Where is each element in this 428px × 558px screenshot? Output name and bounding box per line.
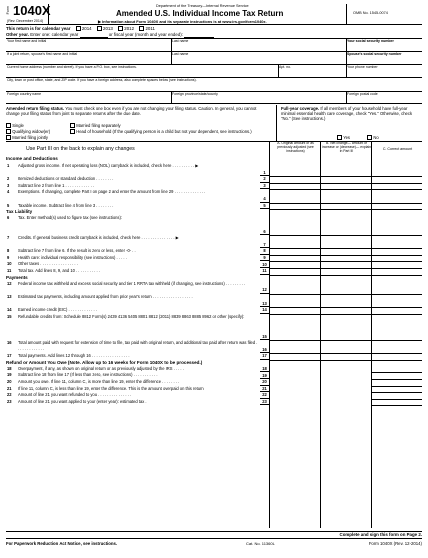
first-name-label: Your first name and initial [7, 38, 47, 43]
section-tax: Tax Liability [6, 209, 33, 215]
line-number: 19 [7, 372, 12, 378]
year-2012-label: 2012 [124, 26, 135, 31]
mfj-checkbox[interactable] [6, 135, 11, 140]
phone-field[interactable] [346, 64, 422, 78]
line-number: 23 [7, 398, 12, 404]
line-number: 18 [7, 365, 12, 371]
fiscal-year-text: or fiscal year (month and year ended): [108, 32, 183, 37]
hoh-label: Head of household (If the qualifying person is a child but not your dependent, see instructions.) [76, 129, 252, 134]
column-a-label: A. Original amount or as previously adjusted (see instructions) [277, 141, 314, 153]
form-line-21 [6, 386, 422, 393]
line-description: Subtract line 7 from line 6. If the result is zero or less, enter -0- . . [18, 248, 136, 254]
line-11-column-b-input[interactable] [320, 268, 371, 276]
line-4-column-b-input[interactable] [320, 189, 371, 203]
mfs-checkbox[interactable] [70, 123, 75, 128]
line-box-number: 19 [262, 372, 267, 378]
line-description: Credits. If general business credit carryback is included, check here . . . . . . . . . . . . . . . ▶ [18, 235, 179, 240]
line-15-column-c-input[interactable] [371, 314, 422, 341]
coverage-yes-checkbox[interactable] [337, 135, 342, 140]
column-b-label: B. Net change— amount of increase or (decrease)— explain in Part III [322, 141, 371, 153]
form-number: 1040X [13, 3, 51, 18]
line-11-column-c-input[interactable] [371, 268, 422, 276]
line-box-number: 3 [263, 182, 266, 188]
form-line-1 [6, 163, 422, 176]
line-box-number: 1 [263, 169, 266, 175]
line-12-column-b-input[interactable] [320, 281, 371, 295]
form-line-6 [6, 215, 422, 235]
coverage-yes-label: Yes [343, 135, 351, 140]
form-line-3 [6, 183, 422, 190]
line-number: 12 [7, 280, 12, 286]
line-description: Other taxes . . . . . . . . . . . . . . . . . [18, 261, 78, 267]
catalog-number: Cat. No. 11360L [246, 541, 275, 546]
line-box-number: 15 [262, 333, 267, 339]
ssn-field[interactable] [346, 38, 422, 52]
line-17-column-a-input[interactable] [269, 353, 320, 361]
line-box-number: 14 [262, 307, 267, 313]
line-description: Health care: individual responsibility (see instructions) . . . . . [18, 254, 127, 260]
form-line-9 [6, 255, 422, 262]
line-description: Adjusted gross income. If net operating loss (NOL) carryback is included, check here . . . . . . . . . . ▶ [18, 163, 199, 168]
line-description: Federal income tax withheld and excess social security and tier 1 RRTA tax withheld (if changing, see instructions) . . . . . . . . . [18, 280, 246, 286]
line-7-column-c-input[interactable] [371, 235, 422, 249]
column-a-header [269, 142, 321, 162]
line-1-column-a-input[interactable] [269, 163, 320, 177]
line-6-column-c-input[interactable] [371, 215, 422, 236]
line-description: Amount you owe. If line 11, column C, is more than line 19, enter the difference . . . . . . . . [18, 379, 180, 384]
filing-option-mfs[interactable] [70, 123, 121, 128]
line-box-number: 20 [262, 379, 267, 385]
info-line: ▶ Information about Form 1040X and its separate instructions is at www.irs.gov/form1040x. [98, 18, 267, 24]
line-4-column-c-input[interactable] [371, 189, 422, 203]
spouse-last-name-field[interactable] [171, 51, 347, 65]
line-description: Tax. Enter method(s) used to figure tax (see instructions): [18, 215, 122, 221]
line-15-column-b-input[interactable] [320, 314, 371, 341]
spouse-last-label: Last name [172, 51, 189, 56]
line-number: 3 [7, 182, 10, 188]
line-17-column-c-input[interactable] [371, 353, 422, 361]
line-7-column-a-input[interactable] [269, 235, 320, 249]
line-box-number: 18 [262, 365, 267, 371]
form-line-18 [6, 366, 422, 373]
line-number: 6 [7, 215, 10, 221]
section-payments: Payments [6, 274, 28, 280]
form-line-15 [6, 314, 422, 340]
filing-status-block [6, 106, 271, 116]
agency-name: Department of the Treasury—Internal Revenue Service [156, 4, 249, 8]
widow-label: Qualifying widow(er) [12, 129, 51, 134]
line-box-number: 7 [263, 241, 266, 247]
line-11-column-a-input[interactable] [269, 268, 320, 276]
line-box-number: 5 [263, 202, 266, 208]
form-line-20 [6, 379, 422, 386]
address-field[interactable] [6, 64, 279, 78]
line-box-number: 4 [263, 196, 266, 202]
line-description: If line 11, column C, is less than line 19, enter the difference. This is the amount overpaid on this return [18, 385, 204, 391]
line-17-column-b-input[interactable] [320, 353, 371, 361]
form-line-11 [6, 268, 422, 275]
form-label: Form [6, 6, 10, 15]
spouse-ssn-label: Spouse's social security number [347, 51, 402, 56]
line-number: 14 [7, 307, 12, 312]
foreign-province-label: Foreign province/state/county [172, 91, 218, 96]
form-lines [6, 162, 422, 528]
hoh-checkbox[interactable] [70, 129, 75, 134]
form-line-2 [6, 176, 422, 183]
line-1-column-c-input[interactable] [371, 163, 422, 177]
line-description: Earned income credit (EIC) . . . . . . . . . . . . . [18, 307, 97, 312]
calendar-year-label: This return is for calendar year [6, 26, 71, 31]
mfj-label: Married filing jointly [12, 135, 49, 140]
line-box-number: 21 [262, 385, 267, 391]
single-checkbox[interactable] [6, 123, 11, 128]
line-7-column-b-input[interactable] [320, 235, 371, 249]
filing-option-mfj[interactable] [6, 135, 48, 140]
city-field[interactable] [6, 77, 422, 92]
other-year-label: Other year. [6, 32, 29, 37]
line-12-column-a-input[interactable] [269, 281, 320, 295]
form-line-7 [6, 235, 422, 248]
line-13-column-a-input[interactable] [269, 294, 320, 308]
line-description: Subtract line 2 from line 1 . . . . . . . . . . . . . [18, 182, 94, 188]
filing-option-hoh[interactable] [70, 129, 270, 135]
line-1-column-b-input[interactable] [320, 163, 371, 177]
form-line-13 [6, 294, 422, 307]
coverage-heading: Full-year coverage. [281, 106, 320, 111]
foreign-country-label: Foreign country name [7, 91, 42, 96]
line-13-column-b-input[interactable] [320, 294, 371, 308]
section-refund: Refund or Amount You Owe (Note. Allow up to 16 weeks for Form 1040X to be processed.) [6, 359, 203, 365]
filing-status-heading: Amended return filing status. [6, 106, 65, 111]
address-label: Current home address (number and street). If you have a P.O. box, see instructions. [7, 64, 137, 69]
line-description: Refundable credits from: Schedule 8812 Form(s) 2439 4136 5405 8801 8812 (2011) 8839 8863 8885 8962 or other (specify): [18, 313, 245, 319]
line-box-number: 2 [263, 176, 266, 182]
form-footer-ref: Form 1040X (Rev. 12-2014) [368, 541, 422, 546]
line-number: 22 [7, 392, 12, 398]
line-description: Total amount paid with request for extension of time to file, tax paid with original return, and additional tax paid after return was filed . . . . . . . . . . . . . [18, 340, 258, 352]
year-options [76, 26, 155, 31]
line-number: 15 [7, 313, 12, 319]
apt-field[interactable] [278, 64, 347, 78]
form-page [6, 4, 422, 550]
mfs-label: Married filing separately [76, 123, 121, 128]
line-box-number: 11 [262, 268, 267, 274]
line-description: Taxable income. Subtract line 4 from line 3 . . . . . . . . [18, 202, 114, 208]
column-c-header [371, 142, 423, 162]
last-name-label: Last name [172, 38, 189, 43]
ssn-label: Your social security number [347, 38, 394, 43]
year-2014-checkbox[interactable] [76, 26, 81, 31]
calendar-year-row [6, 26, 155, 31]
line-description: Estimated tax payments, including amount applied from prior year's return . . . . . . . . . . . . . . . . . . [18, 293, 193, 299]
line-box-number: 9 [263, 254, 266, 260]
coverage-no-checkbox[interactable] [367, 135, 372, 140]
form-line-8 [6, 248, 422, 255]
line-number: 2 [7, 176, 10, 182]
line-number: 1 [7, 163, 10, 168]
form-line-5 [6, 203, 422, 210]
other-year-text: Enter one: calendar year [30, 32, 79, 37]
line-number: 11 [7, 268, 12, 273]
omb-number: OMB No. 1545-0074 [353, 11, 388, 15]
revision-date: (Rev. December 2014) [7, 19, 44, 23]
form-line-19 [6, 372, 422, 379]
line-13-column-c-input[interactable] [371, 294, 422, 308]
line-box-number: 23 [262, 398, 267, 404]
line-5-column-b-input[interactable] [320, 203, 371, 211]
line-box-number: 13 [262, 300, 267, 306]
line-description: Exemptions. If changing, complete Part I on page 2 and enter the amount from line 29 . . . . . . . . . . . . . . [18, 189, 206, 195]
coverage-block [276, 105, 423, 141]
year-2011-label: 2011 [145, 26, 155, 31]
line-number: 21 [7, 385, 12, 391]
coverage-no-label: No [373, 135, 379, 140]
line-number: 13 [7, 293, 12, 299]
section-income: Income and Deductions [6, 156, 58, 161]
spouse-first-name-field[interactable] [6, 51, 172, 65]
line-number: 16 [7, 340, 12, 345]
sign-note: Complete and sign this form on Page 2. [339, 532, 422, 537]
line-description: Subtract line 18 from line 17 (If less than zero, see instructions) . . . . . . . . . . . [18, 372, 158, 378]
line-number: 4 [7, 189, 10, 195]
widow-checkbox[interactable] [6, 129, 11, 134]
form-line-16 [6, 340, 422, 353]
column-b-header [320, 142, 372, 162]
line-5-column-c-input[interactable] [371, 203, 422, 211]
form-line-12 [6, 281, 422, 294]
form-line-10 [6, 261, 422, 268]
line-number: 9 [7, 254, 10, 260]
line-description: Amount of line 21 you want applied to your (enter year): estimated tax . [18, 398, 147, 404]
line-16-column-b-input[interactable] [320, 340, 371, 354]
single-label: Single [12, 123, 24, 128]
line-description: Total payments. Add lines 12 through 16 . . . . . . . . . . . . . . . . . [18, 353, 130, 359]
line-6-column-b-input[interactable] [320, 215, 371, 236]
column-c-label: C. Correct amount [382, 147, 413, 151]
foreign-postal-label: Foreign postal code [347, 91, 378, 96]
year-2012-checkbox[interactable] [118, 26, 123, 31]
spouse-first-label: If a joint return, spouse's first name and initial [7, 51, 78, 56]
filing-status-text: You must check one box even if you are not changing your filing status. Caution. In general, you cannot change your filing status from joint to separate returns after the due date. [6, 106, 257, 117]
year-2014-label: 2014 [81, 26, 92, 31]
line-box-number: 10 [262, 261, 267, 267]
line-box-number: 22 [262, 392, 267, 398]
part3-note: Use Part III on the back to explain any changes [26, 146, 135, 152]
first-name-field[interactable] [6, 38, 172, 52]
form-id-block [6, 4, 49, 24]
line-box-number: 16 [262, 346, 267, 352]
year-2013-checkbox[interactable] [97, 26, 102, 31]
line-box-number: 17 [262, 353, 267, 359]
year-2013-label: 2013 [103, 26, 113, 31]
form-title: Amended U.S. Individual Income Tax Return [116, 9, 284, 18]
line-number: 20 [7, 379, 12, 384]
last-name-field[interactable] [171, 38, 347, 52]
line-15-column-a-input[interactable] [269, 314, 320, 341]
line-box-number: 12 [262, 287, 267, 293]
paperwork-notice: For Paperwork Reduction Act Notice, see instructions. [6, 541, 118, 546]
line-5-column-a-input[interactable] [269, 203, 320, 211]
line-description: Itemized deductions or standard deduction . . . . . . . . [18, 176, 114, 182]
line-number: 7 [7, 235, 10, 240]
coverage-text: If all members of your household have full-year minimal essential health care coverage, check "Yes." Otherwise, check "No." (See instructions.) [281, 106, 413, 122]
line-number: 5 [7, 202, 10, 208]
line-4-column-a-input[interactable] [269, 189, 320, 203]
line-number: 8 [7, 248, 10, 254]
line-16-column-c-input[interactable] [371, 340, 422, 354]
filing-option-single[interactable] [6, 123, 24, 128]
line-box-number: 6 [263, 228, 266, 234]
form-line-22 [6, 392, 422, 399]
form-line-23 [6, 399, 422, 406]
filing-option-widow[interactable] [6, 129, 50, 134]
city-label: City, town or post office, state, and ZIP code. If you have a foreign address, also complete spaces below (see instructions). [7, 77, 197, 82]
omb-box [346, 4, 423, 24]
line-23-column-c-input[interactable] [371, 399, 422, 407]
line-12-column-c-input[interactable] [371, 281, 422, 295]
line-box-number: 8 [263, 248, 266, 254]
year-2011-checkbox[interactable] [139, 26, 144, 31]
form-line-4 [6, 189, 422, 202]
form-line-17 [6, 353, 422, 360]
spouse-ssn-field[interactable] [346, 51, 422, 65]
line-description: Overpayment, if any, as shown on original return or as previously adjusted by the IRS . . . . . [18, 365, 184, 371]
phone-label: Your phone number [347, 64, 378, 69]
line-number: 10 [7, 261, 12, 267]
line-description: Amount of line 21 you want refunded to you . . . . . . . . . . . . . . . [18, 392, 132, 398]
apt-label: Apt. no. [279, 64, 292, 69]
form-line-14 [6, 307, 422, 314]
line-6-column-a-input[interactable] [269, 215, 320, 236]
line-16-column-a-input[interactable] [269, 340, 320, 354]
line-description: Total tax. Add lines 8, 9, and 10 . . . . . . . . . . . [18, 268, 100, 273]
line-number: 17 [7, 353, 12, 359]
